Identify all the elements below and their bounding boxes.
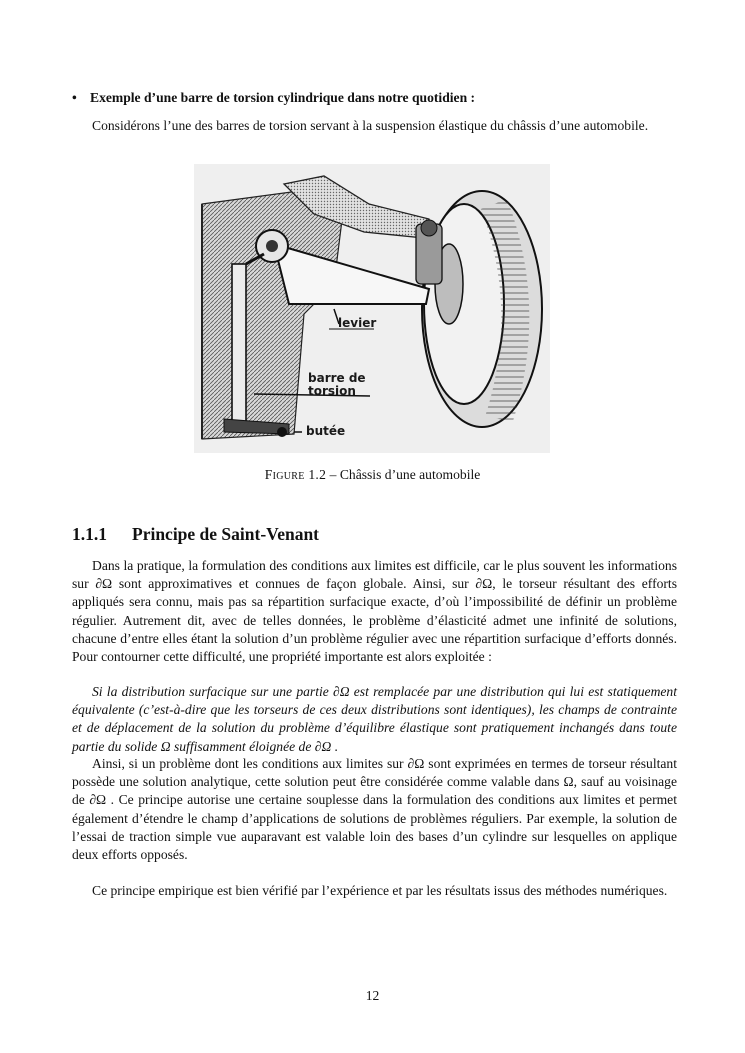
bullet-icon: • (72, 90, 77, 105)
section-heading (72, 524, 319, 545)
bullet-heading-text: Exemple d’une barre de torsion cylindrique dans notre quotidien : (90, 90, 476, 105)
figure-chassis (194, 164, 550, 453)
chassis-illustration (194, 164, 550, 453)
label-butee: butée (306, 424, 346, 438)
page-number: 12 (365, 988, 380, 1003)
section-number: 1.1.1 (72, 524, 107, 544)
intro-paragraph: Considérons l’une des barres de torsion servant à la suspension élastique du châssis d’une automobile. (92, 118, 649, 133)
paragraph-principle: Si la distribution surfacique sur une partie ∂Ω est remplacée par une distribution qui lui est statiquement équivalente (c’est-à-dire que les torseurs de ces deux distributions sont identiques), les champs de contrainte et de déplacement de la solution du problème d’équilibre élastique sont pratiquement inchangés dans toute partie du solide Ω suffisamment éloignée de ∂Ω . (72, 684, 677, 754)
paragraph-1: Dans la pratique, la formulation des conditions aux limites est difficile, car le plus souvent les informations sur ∂Ω sont approximatives et connues de façon globale. Ainsi, sur ∂Ω, le torseur résultant des efforts appliqués sera connu, mais pas sa répartition surfacique exacte, d’où l’impossibilité de définir un problème régulier. Autrement dit, avec de telles données, le problème d’élasticité admet une infinité de solutions, chacune d’entre elles étant la solution d’un problème régulier avec une répartition surfacique d’efforts donnés. Pour contourner cette difficulté, une propriété importante est alors exploitée : (72, 558, 677, 665)
figure-caption (0, 467, 745, 483)
paragraph-3: Ainsi, si un problème dont les conditions aux limites sur ∂Ω sont exprimées en termes de torseur résultant possède une solution analytique, cette solution peut être considérée comme valable dans Ω, sauf au voisinage de ∂Ω . Ce principe autorise une certaine souplesse dans la formulation des conditions aux limites et permet également d’étendre le champ d’applications de solutions de problèmes réguliers. Par exemple, la solution de l’essai de traction simple vue auparavant est valable loin des bases d’un cylindre sur lesquelles on applique deux efforts opposés. (72, 756, 677, 863)
label-barre-line2: torsion (308, 384, 356, 398)
label-barre-line1: barre de (308, 371, 366, 385)
section-title-text: Principe de Saint-Venant (132, 524, 320, 544)
bullet-heading (72, 90, 677, 106)
figure-caption-text: – Châssis d’une automobile (326, 467, 481, 482)
label-levier: levier (338, 316, 377, 330)
figure-caption-prefix: Figure 1.2 (264, 467, 327, 482)
paragraph-4: Ce principe empirique est bien vérifié par l’expérience et par les résultats issus des méthodes numériques. (92, 883, 668, 898)
